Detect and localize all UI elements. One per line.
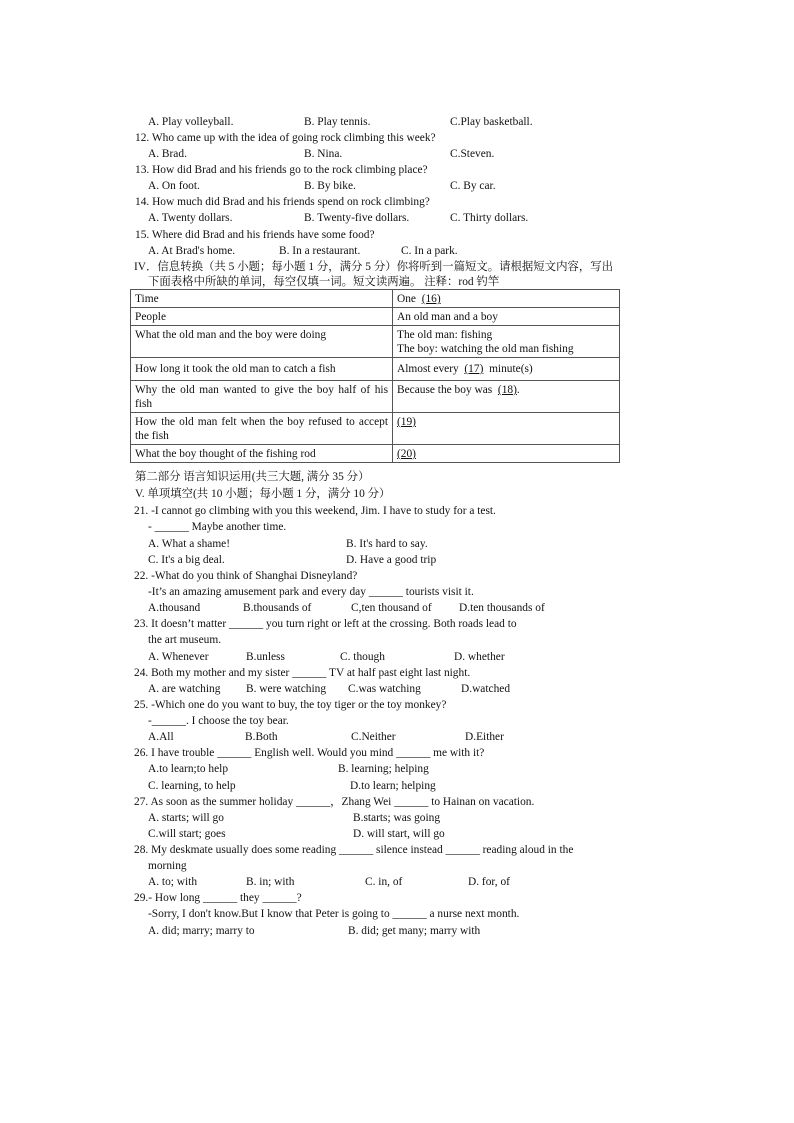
q11-option-c: C.Play basketball. bbox=[450, 116, 533, 128]
row-value: One (16) bbox=[393, 290, 620, 308]
q21-option-d: D. Have a good trip bbox=[346, 554, 437, 566]
q29-option-a: A. did; marry; marry to bbox=[148, 925, 255, 937]
row-label: Why the old man wanted to give the boy half of his fish bbox=[131, 381, 393, 413]
row-value: Almost every (17) minute(s) bbox=[393, 358, 620, 381]
q29-option-b: B. did; get many; marry with bbox=[348, 925, 481, 937]
q29-stem: 29.- How long ______ they ______? bbox=[134, 892, 302, 904]
blank-17[interactable]: (17) bbox=[464, 363, 484, 375]
table-row bbox=[131, 413, 620, 445]
q28-option-c: C. in, of bbox=[365, 876, 403, 888]
q24-stem: 24. Both my mother and my sister ______ TV at half past eight last night. bbox=[134, 667, 471, 679]
row-label: People bbox=[131, 308, 393, 326]
blank-16[interactable]: (16) bbox=[421, 293, 441, 305]
table-row bbox=[131, 290, 620, 308]
q21-stem: 21. -I cannot go climbing with you this weekend, Jim. I have to study for a test. bbox=[134, 505, 496, 517]
q13-option-b: B. By bike. bbox=[304, 180, 356, 192]
q23-option-b: B.unless bbox=[246, 651, 285, 663]
q23-option-d: D. whether bbox=[454, 651, 505, 663]
q14-option-a: A. Twenty dollars. bbox=[148, 212, 233, 224]
q23-stem: 23. It doesn’t matter ______ you turn right or left at the crossing. Both roads lead to bbox=[134, 618, 517, 630]
row-label: How the old man felt when the boy refused to accept the fish bbox=[131, 413, 393, 445]
q27-stem: 27. As soon as the summer holiday ______，Zhang Wei ______ to Hainan on vacation. bbox=[134, 796, 535, 808]
q25-stem: 25. -Which one do you want to buy, the toy tiger or the toy monkey? bbox=[134, 699, 447, 711]
q27-option-c: C.will start; goes bbox=[148, 828, 226, 840]
row-value: Because the boy was (18). bbox=[393, 381, 620, 413]
q13-stem: 13. How did Brad and his friends go to the rock climbing place? bbox=[135, 164, 428, 176]
q21-option-a: A. What a shame! bbox=[148, 538, 231, 550]
q26-stem: 26. I have trouble ______ English well. Would you mind ______ me with it? bbox=[134, 747, 485, 759]
q15-option-c: C. In a park. bbox=[401, 245, 458, 257]
part2-title: 第二部分 语言知识运用(共三大题, 满分 35 分） bbox=[135, 471, 370, 483]
q29-stem-cont: -Sorry, I don't know.But I know that Peter is going to ______ a nurse next month. bbox=[148, 908, 520, 920]
section4-title-cont: 下面表格中所缺的单词，每空仅填一词。短文读两遍。 注释：rod 钓竿 bbox=[148, 276, 500, 288]
q25-stem-cont: -______. I choose the toy bear. bbox=[148, 715, 289, 727]
q15-stem: 15. Where did Brad and his friends have some food? bbox=[135, 229, 375, 241]
q14-option-b: B. Twenty-five dollars. bbox=[304, 212, 410, 224]
section4-title: IV．信息转换（共 5 小题；每小题 1 分，满分 5 分）你将听到一篇短文。请根据短文内容，写出 bbox=[134, 261, 614, 273]
q26-option-a: A.to learn;to help bbox=[148, 763, 229, 775]
row-label: What the boy thought of the fishing rod bbox=[131, 445, 393, 463]
table-row bbox=[131, 381, 620, 413]
q28-stem-cont: morning bbox=[148, 860, 187, 872]
q12-option-a: A. Brad. bbox=[148, 148, 187, 160]
q24-option-b: B. were watching bbox=[246, 683, 327, 695]
q27-option-d: D. will start, will go bbox=[353, 828, 445, 840]
q28-option-a: A. to; with bbox=[148, 876, 198, 888]
q23-option-a: A. Whenever bbox=[148, 651, 209, 663]
q22-option-a: A.thousand bbox=[148, 602, 201, 614]
q26-option-c: C. learning, to help bbox=[148, 780, 236, 792]
q21-option-c: C. It's a big deal. bbox=[148, 554, 225, 566]
q22-option-b: B.thousands of bbox=[243, 602, 312, 614]
section5-title: V. 单项填空(共 10 小题；每小题 1 分，满分 10 分） bbox=[135, 488, 391, 500]
q23-option-c: C. though bbox=[340, 651, 385, 663]
q12-option-c: C.Steven. bbox=[450, 148, 495, 160]
q21-option-b: B. It's hard to say. bbox=[346, 538, 428, 550]
q28-option-d: D. for, of bbox=[468, 876, 510, 888]
q25-option-d: D.Either bbox=[465, 731, 504, 743]
q22-stem: 22. -What do you think of Shanghai Disneyland? bbox=[134, 570, 358, 582]
row-value: An old man and a boy bbox=[393, 308, 620, 326]
q28-stem: 28. My deskmate usually does some reading ______ silence instead ______ reading aloud in the bbox=[134, 844, 574, 856]
q15-option-a: A. At Brad's home. bbox=[148, 245, 236, 257]
q13-option-c: C. By car. bbox=[450, 180, 496, 192]
blank-18[interactable]: (18) bbox=[497, 384, 517, 396]
q24-option-d: D.watched bbox=[461, 683, 511, 695]
q28-option-b: B. in; with bbox=[246, 876, 295, 888]
q12-stem: 12. Who came up with the idea of going rock climbing this week? bbox=[135, 132, 436, 144]
q11-option-b: B. Play tennis. bbox=[304, 116, 371, 128]
table-row bbox=[131, 326, 620, 358]
q25-option-b: B.Both bbox=[245, 731, 278, 743]
q12-option-b: B. Nina. bbox=[304, 148, 343, 160]
q25-option-a: A.All bbox=[148, 731, 174, 743]
info-table bbox=[130, 289, 620, 463]
blank-20[interactable]: (20) bbox=[397, 448, 416, 460]
q22-option-c: C,ten thousand of bbox=[351, 602, 432, 614]
row-label: How long it took the old man to catch a fish bbox=[131, 358, 393, 381]
row-label: What the old man and the boy were doing bbox=[131, 326, 393, 358]
q27-option-a: A. starts; will go bbox=[148, 812, 224, 824]
blank-19[interactable]: (19) bbox=[397, 416, 416, 428]
q23-stem-cont: the art museum. bbox=[148, 634, 222, 646]
row-value bbox=[393, 413, 620, 445]
q24-option-a: A. are watching bbox=[148, 683, 221, 695]
table-row bbox=[131, 308, 620, 326]
table-row bbox=[131, 445, 620, 463]
q14-stem: 14. How much did Brad and his friends spend on rock climbing? bbox=[135, 196, 430, 208]
q26-option-b: B. learning; helping bbox=[338, 763, 429, 775]
q24-option-c: C.was watching bbox=[348, 683, 421, 695]
row-value: The old man: fishing The boy: watching the old man fishing bbox=[393, 326, 620, 358]
q13-option-a: A. On foot. bbox=[148, 180, 200, 192]
q11-option-a: A. Play volleyball. bbox=[148, 116, 234, 128]
q26-option-d: D.to learn; helping bbox=[350, 780, 436, 792]
q22-stem-cont: -It’s an amazing amusement park and every day ______ tourists visit it. bbox=[148, 586, 474, 598]
row-label: Time bbox=[131, 290, 393, 308]
q25-option-c: C.Neither bbox=[351, 731, 396, 743]
q27-option-b: B.starts; was going bbox=[353, 812, 441, 824]
q21-stem-cont: - ______ Maybe another time. bbox=[148, 521, 287, 533]
row-value bbox=[393, 445, 620, 463]
q22-option-d: D.ten thousands of bbox=[459, 602, 545, 614]
table-row bbox=[131, 358, 620, 381]
q14-option-c: C. Thirty dollars. bbox=[450, 212, 529, 224]
q15-option-b: B. In a restaurant. bbox=[279, 245, 361, 257]
